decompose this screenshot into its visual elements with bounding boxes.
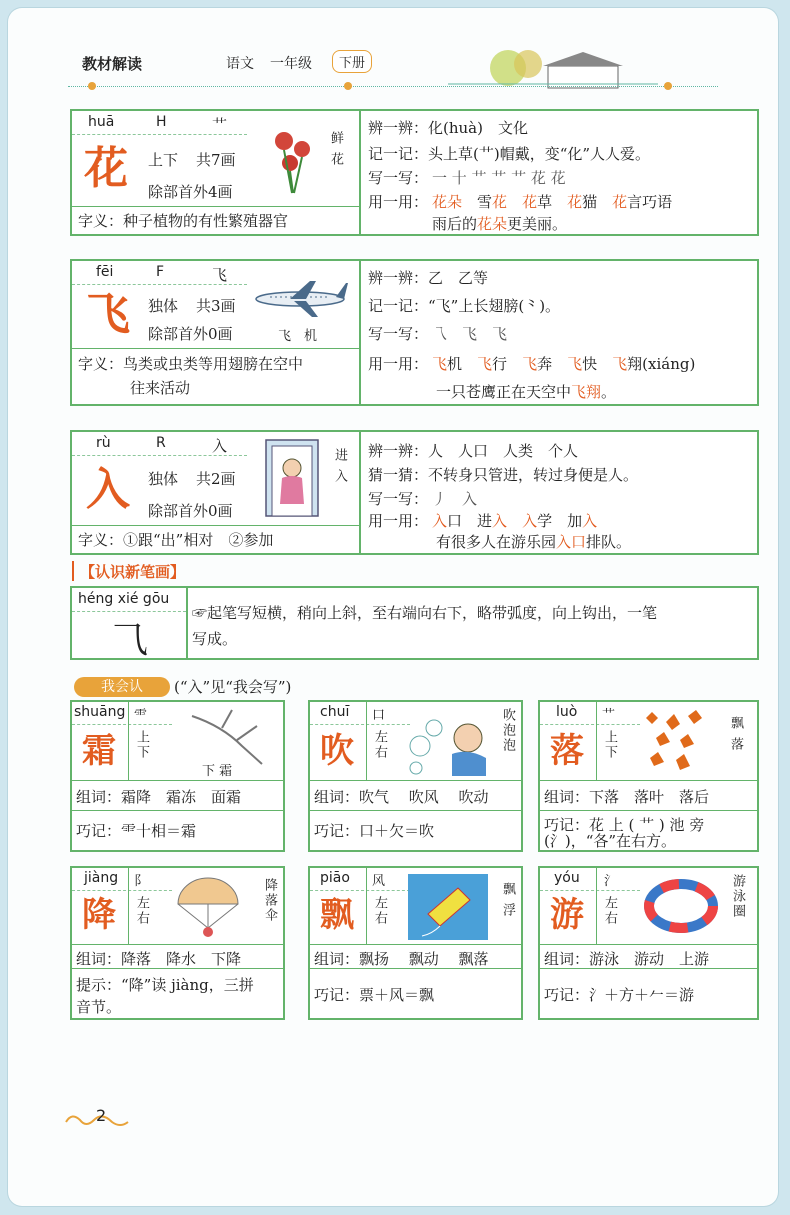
image-caption: 进 入 <box>332 448 347 485</box>
yong-item: 花 <box>492 193 508 211</box>
yong-item: 行 <box>492 355 523 373</box>
pinyin: shuāng <box>74 704 126 720</box>
char-box-ru <box>70 430 759 555</box>
kite-image <box>408 874 488 940</box>
header-dot <box>664 82 672 90</box>
airplane-image <box>250 271 350 321</box>
main-char: 花 <box>84 143 128 194</box>
radical: 氵 <box>604 874 618 889</box>
yong-item: 花 <box>567 193 583 211</box>
image-caption: 飘 落 <box>728 716 743 753</box>
stroke-sequence: 丿 入 <box>432 490 478 508</box>
card-jiang <box>70 866 285 1020</box>
structure: 左右 <box>602 896 617 926</box>
structure: 独体 <box>148 470 179 488</box>
image-caption: 游泳圈 <box>730 874 745 919</box>
words: 组词：降落 降水 下降 <box>76 950 242 968</box>
strokes-except-radical: 除部首外0画 <box>148 502 233 520</box>
sentence-part: 排队。 <box>586 533 632 551</box>
image-caption: 飘 浮 <box>500 882 515 919</box>
radical: 艹 <box>602 708 616 723</box>
yong-item: 花 <box>522 193 538 211</box>
yong-item: 快 <box>582 355 613 373</box>
yong-item: 花 <box>612 193 628 211</box>
letter: R <box>156 435 166 451</box>
structure: 上下 <box>602 730 617 760</box>
yong-item: 翔(xiáng) <box>627 355 696 373</box>
pinyin: jiàng <box>84 870 119 886</box>
yong-item: 飞 <box>612 355 628 373</box>
yong-item: 飞 <box>567 355 583 373</box>
sentence-highlight: 飞翔 <box>571 383 602 401</box>
tip: 巧记：花 上 ( 艹 ) 池 旁 <box>544 816 705 834</box>
image-caption: 降落伞 <box>262 878 277 923</box>
stroke-glyph: ⺄ <box>112 620 149 661</box>
tip-continued: 音节。 <box>76 998 122 1016</box>
stroke-description: ☞起笔写短横，稍向上斜，至右端向右下，略带弧度，向上钩出，一笔 <box>192 604 658 622</box>
sentence-highlight: 花朵 <box>477 215 508 233</box>
total-strokes: 共7画 <box>196 151 236 169</box>
yong-item: 飞 <box>522 355 538 373</box>
header-rule <box>68 86 718 87</box>
structure: 独体 <box>148 297 179 315</box>
stroke-sequence: 乁 飞 飞 <box>432 325 508 343</box>
recognize-label: 我会认 <box>74 677 170 697</box>
words: 组词：霜降 霜冻 面霜 <box>76 788 242 806</box>
new-stroke-box <box>70 586 759 660</box>
pinyin: piāo <box>320 870 350 886</box>
image-caption: 鲜 花 <box>328 131 343 168</box>
radical: 口 <box>372 708 386 723</box>
header-dot <box>88 82 96 90</box>
header-subject: 语文 <box>226 56 254 72</box>
image-caption: 吹泡泡 <box>500 708 515 753</box>
yong-examples <box>432 191 672 212</box>
radical: 飞 <box>212 266 228 284</box>
bian-line: 辨一辨：化(huà) 文化 <box>368 119 528 137</box>
main-char: 霜 <box>82 731 116 771</box>
radical: ⻗ <box>134 708 148 723</box>
words: 组词：下落 落叶 落后 <box>544 788 710 806</box>
strokes-except-radical: 除部首外0画 <box>148 325 233 343</box>
bian-line: 辨一辨：乙 乙等 <box>368 269 489 287</box>
meaning: 字义：①跟“出”相对 ②参加 <box>78 531 274 549</box>
meaning-continued: 往来活动 <box>130 379 191 397</box>
structure: 上下 <box>148 151 179 169</box>
parachute-image <box>172 874 252 942</box>
char-box-fei <box>70 259 759 406</box>
yong-item: 草 <box>537 193 568 211</box>
recognize-note: (“入”见“我会写”) <box>174 678 292 696</box>
yong-item: 花朵 <box>432 193 463 211</box>
yong-item: 言巧语 <box>627 193 673 211</box>
yong-item: 飞 <box>477 355 493 373</box>
main-char: 飞 <box>86 289 130 340</box>
letter: H <box>156 114 167 130</box>
yong-item <box>507 512 522 530</box>
sentence-part: 更美丽。 <box>507 215 568 233</box>
yong-item: 机 <box>447 355 478 373</box>
sentence-part: 。 <box>601 383 617 401</box>
meaning: 字义：种子植物的有性繁殖器官 <box>78 212 289 230</box>
falling-leaves-image <box>636 708 712 776</box>
header-title: 教材解读 <box>82 55 143 73</box>
structure: 上下 <box>134 730 149 760</box>
yong-sentence <box>436 531 631 552</box>
tip: 巧记：口＋欠＝吹 <box>314 822 435 840</box>
meaning: 字义：鸟类或虫类等用翅膀在空中 <box>78 355 304 373</box>
card-piao <box>308 866 523 1020</box>
radical: 阝 <box>134 874 148 889</box>
main-char: 飘 <box>320 895 354 935</box>
yong-item: 猫 <box>582 193 613 211</box>
image-caption: 飞 机 <box>278 329 318 344</box>
structure: 左右 <box>372 730 387 760</box>
yong-item: 入 <box>522 512 538 530</box>
words: 组词：游泳 游动 上游 <box>544 950 710 968</box>
stroke-sequence: 一 十 艹 艹 艹 花 花 <box>432 169 566 187</box>
card-you <box>538 866 759 1020</box>
yong-item: 入 <box>432 512 448 530</box>
pinyin: chuī <box>320 704 350 720</box>
pinyin: huā <box>88 114 115 130</box>
frosted-branch-image <box>182 706 274 766</box>
yong-item: 口 进 <box>447 512 493 530</box>
stroke-pinyin: héng xié gōu <box>78 591 170 607</box>
pinyin: luò <box>556 704 578 720</box>
yong-item: 雪 <box>462 193 493 211</box>
total-strokes: 共2画 <box>196 470 236 488</box>
yong-label: 用一用： <box>368 193 429 211</box>
yong-item: 入 <box>582 512 598 530</box>
ji-line: 记一记：头上草(艹)帽戴，变“化”人人爱。 <box>368 145 651 163</box>
yong-item: 飞 <box>432 355 448 373</box>
sentence-highlight: 入口 <box>556 533 587 551</box>
tip: 巧记：氵＋方＋𠂉＝游 <box>544 986 695 1004</box>
yong-item: 奔 <box>537 355 568 373</box>
bubbles-image <box>406 708 492 776</box>
yong-label: 用一用： <box>368 355 429 373</box>
yong-label: 用一用： <box>368 512 429 530</box>
ji-line: 记一记：“飞”上长翅膀(⺀)。 <box>368 297 561 315</box>
structure: 左右 <box>134 896 149 926</box>
yong-sentence <box>432 213 567 234</box>
bian-line: 辨一辨：人 人口 人类 个人 <box>368 442 579 460</box>
yong-item <box>507 193 522 211</box>
stroke-description-continued: 写成。 <box>192 630 238 648</box>
radical: 艹 <box>212 116 228 134</box>
main-char: 降 <box>82 895 116 935</box>
main-char: 落 <box>550 731 584 771</box>
strokes-except-radical: 除部首外4画 <box>148 183 233 201</box>
yong-item: 学 加 <box>537 512 583 530</box>
tip: 巧记：⻗十相＝霜 <box>76 822 197 840</box>
header-grade: 一年级 <box>270 56 312 72</box>
tip: 巧记：票＋风＝飘 <box>314 986 435 1004</box>
char-box-hua <box>70 109 759 236</box>
card-chui <box>308 700 523 852</box>
main-char: 游 <box>550 895 584 935</box>
card-shuang <box>70 700 285 852</box>
tip-continued: (氵)，“各”在右方。 <box>544 832 677 850</box>
total-strokes: 共3画 <box>196 297 236 315</box>
main-char: 吹 <box>320 731 354 771</box>
section-tag-new-stroke: 【认识新笔画】 <box>72 561 191 581</box>
yong-examples <box>432 510 597 531</box>
radical: 风 <box>372 874 386 889</box>
structure: 左右 <box>372 896 387 926</box>
xie-label: 写一写： <box>368 325 429 343</box>
page <box>8 8 778 1206</box>
page-header <box>8 8 778 103</box>
pinyin: rù <box>96 435 111 451</box>
flower-image <box>262 123 322 198</box>
yong-sentence <box>436 381 616 402</box>
header-volume: 下册 <box>332 50 372 73</box>
cai-line: 猜一猜：不转身只管进，转过身便是人。 <box>368 466 639 484</box>
sentence-part: 有很多人在游乐园 <box>436 533 557 551</box>
door-image <box>262 438 322 518</box>
sentence-part: 一只苍鹰正在天空中 <box>436 383 572 401</box>
yong-examples <box>432 353 695 374</box>
letter: F <box>156 264 165 280</box>
xie-label: 写一写： <box>368 169 429 187</box>
radical: 入 <box>212 437 228 455</box>
page-number: 2 <box>96 1106 107 1125</box>
sentence-part: 雨后的 <box>432 215 478 233</box>
words: 组词：吹气 吹风 吹动 <box>314 788 489 806</box>
header-dot <box>344 82 352 90</box>
house-illustration <box>448 48 658 90</box>
yong-item: 入 <box>492 512 508 530</box>
tip: 提示：“降”读 jiàng，三拼 <box>76 976 254 994</box>
main-char: 入 <box>86 464 130 515</box>
swim-ring-image <box>644 878 718 934</box>
card-luo <box>538 700 759 852</box>
pinyin: fēi <box>96 264 114 280</box>
image-caption: 下 霜 <box>202 764 233 779</box>
pinyin: yóu <box>554 870 580 886</box>
words: 组词：飘扬 飘动 飘落 <box>314 950 489 968</box>
xie-label: 写一写： <box>368 490 429 508</box>
